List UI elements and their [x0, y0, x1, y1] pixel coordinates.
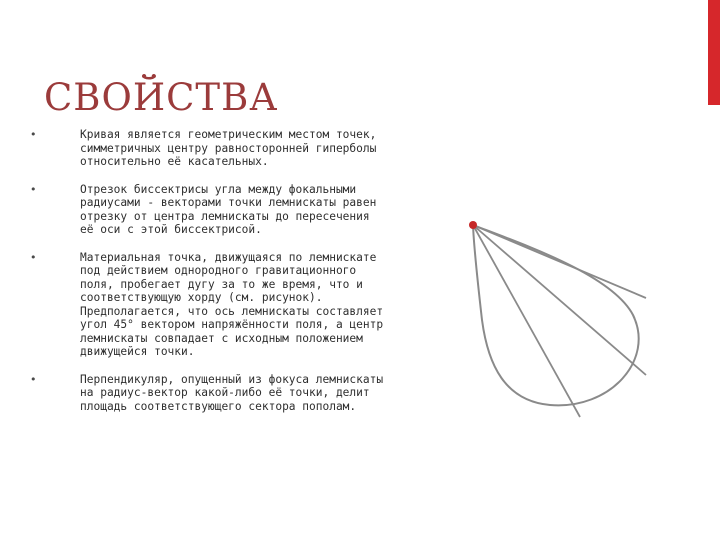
bullet-text: Отрезок биссектрисы угла между фокальными радиусами - векторами точки лемнискаты равен отрезку от центра лемнискаты до пересечения её оси с этой биссектрисой.: [80, 182, 377, 236]
lemniscate-figure: [450, 205, 660, 435]
chord-line: [473, 225, 646, 375]
bullet-icon: •: [30, 182, 37, 196]
chord-line: [473, 225, 580, 417]
list-item: [30, 373, 386, 414]
list-item: [30, 183, 386, 237]
slide-title: СВОЙСТВА: [44, 76, 279, 119]
bullet-text: Материальная точка, движущаяся по лемнискате под действием однородного гравитационного поля, пробегает дугу за то же время, что и соответствующую хорду (см. рисунок). Предполагается, что ось лемнискаты составляет угол 45° вектором напряжённости поля, а центр лемнискаты совпадает с исходным положением движущейся точки.: [80, 250, 384, 358]
bullet-icon: •: [30, 128, 37, 141]
bullet-text: Кривая является геометрическим местом точек, симметричных центру равносторонней гиперболы относительно её касательных.: [80, 128, 377, 168]
list-item: [30, 128, 386, 169]
list-item: [30, 251, 386, 359]
bullet-icon: •: [30, 250, 37, 264]
bullet-list: [30, 128, 386, 427]
chord-line: [473, 225, 646, 298]
bullet-text: Перпендикуляр, опущенный из фокуса лемнискаты на радиус-вектор какой-либо её точки, делит площадь соответствующего сектора пополам.: [80, 372, 384, 413]
accent-bar: [708, 0, 720, 105]
bullet-icon: •: [30, 372, 37, 386]
lemniscate-loop: [473, 225, 639, 405]
origin-point: [469, 221, 477, 229]
